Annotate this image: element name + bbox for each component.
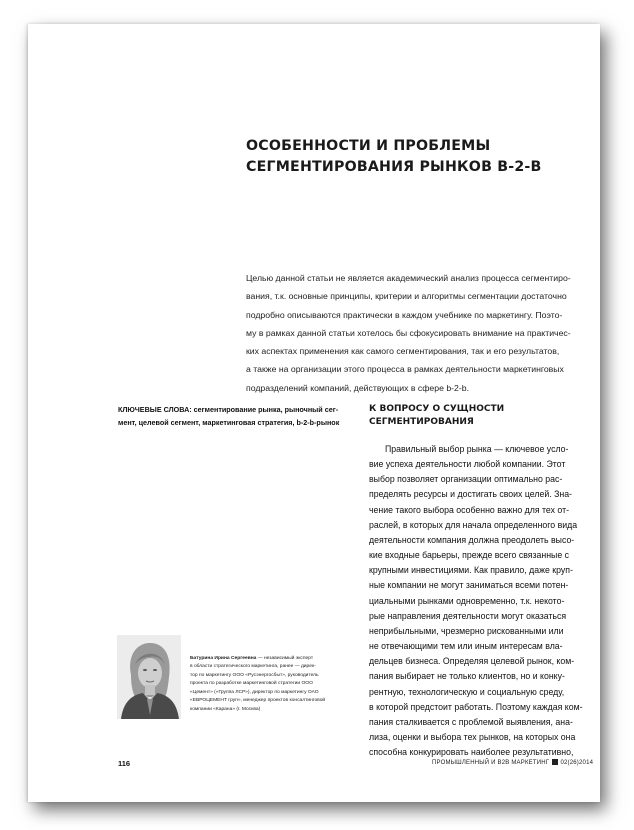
body-line: рентную, технологическую и социальную среду, bbox=[369, 686, 565, 697]
lead-line: му в рамках данной статьи хотелось бы сфокусировать внимание на практичес- bbox=[246, 327, 571, 338]
keywords-line bbox=[118, 417, 360, 430]
body-line: пания сталкивается с проблемой выявления, ана- bbox=[369, 716, 573, 727]
keywords-block bbox=[118, 404, 360, 429]
keywords-line bbox=[118, 404, 360, 417]
body-line: вие успеха деятельности любой компании. Этот bbox=[369, 459, 566, 470]
author-bio bbox=[190, 655, 360, 714]
journal-footer bbox=[432, 759, 593, 766]
bio-line: тор по маркетингу ООО «Русэнергосбыт», руководитель bbox=[190, 672, 319, 678]
body-column bbox=[369, 442, 619, 760]
page-number: 116 bbox=[118, 759, 131, 768]
bio-line: в области стратегического маркетинга, ранее — дирек- bbox=[190, 664, 316, 670]
bio-line: компании «Карана» (г. Москва) bbox=[190, 706, 261, 712]
section-heading-line: СЕГМЕНТИРОВАНИЯ bbox=[369, 416, 474, 427]
body-line: чение такого выбора особенно важно для тех от- bbox=[369, 504, 569, 515]
journal-name: ПРОМЫШЛЕННЫЙ И B2B МАРКЕТИНГ bbox=[432, 760, 550, 766]
keywords-text: мент, целевой сегмент, маркетинговая стратегия, b-2-b-рынок bbox=[118, 417, 340, 427]
article-title bbox=[246, 136, 542, 178]
body-line: пределять ресурсы и достигать своих целей. Зна- bbox=[369, 489, 572, 500]
body-line: циальными рынками одновременно, т.к. некото- bbox=[369, 595, 565, 606]
square-bullet-icon bbox=[552, 759, 558, 765]
title-line: СЕГМЕНТИРОВАНИЯ РЫНКОВ B-2-B bbox=[246, 159, 542, 175]
body-line: раслей, в которых для начала определенного вида bbox=[369, 519, 578, 530]
body-line: выбор позволяет организации оптимально рас- bbox=[369, 474, 563, 485]
body-line: кие входные барьеры, прежде всего связанные с bbox=[369, 550, 570, 561]
section-heading bbox=[369, 403, 504, 428]
author-portrait-image bbox=[117, 635, 181, 719]
body-line: неприбыльными, чрезмерно рискованными или bbox=[369, 625, 564, 636]
body-line: Правильный выбор рынка — ключевое усло- bbox=[385, 444, 569, 454]
lead-line: ких аспектах применения как самого сегментирования, так и его результатов, bbox=[246, 346, 560, 357]
bio-line: «Цемент» («Группа ЛСР»), директор по маркетингу ОАО bbox=[190, 689, 319, 695]
bio-line: «ЕВРОЦЕМЕНТ груп», менеджер проектов консалтинговой bbox=[190, 698, 326, 704]
body-line: крупными инвестициями. Как правило, даже круп- bbox=[369, 565, 573, 576]
body-line: рые направления деятельности могут оказаться bbox=[369, 610, 567, 621]
title-line: ОСОБЕННОСТИ И ПРОБЛЕМЫ bbox=[246, 138, 491, 154]
lead-line: Целью данной статьи не является академический анализ процесса сегментиро- bbox=[246, 273, 571, 283]
body-line: деятельности компания должна преодолеть высо- bbox=[369, 534, 575, 545]
lead-paragraph bbox=[246, 269, 616, 397]
lead-line: подробно описываются практически в каждом учебнике по маркетингу. Поэто- bbox=[246, 309, 563, 320]
body-line: в которой предстоит работать. Поэтому каждая ком- bbox=[369, 701, 583, 712]
body-line: ные компании не могут заниматься всеми потен- bbox=[369, 580, 569, 591]
author-name: Батурина Ирина Сергеевна bbox=[190, 656, 257, 661]
body-line: способна конкурировать наиболее результативно, bbox=[369, 747, 574, 758]
author-photo bbox=[117, 635, 181, 719]
lead-line: а также на организации этого процесса в рамках деятельности маркетинговых bbox=[246, 364, 564, 375]
keywords-label: КЛЮЧЕВЫЕ СЛОВА: bbox=[118, 405, 192, 414]
body-line: пания выбирает не только клиентов, но и конку- bbox=[369, 671, 565, 682]
body-line: дельцев бизнеса. Определяя целевой рынок, ком- bbox=[369, 656, 575, 667]
lead-line: подразделений компаний, действующих в сфере b-2-b. bbox=[246, 382, 470, 393]
bio-line bbox=[190, 655, 360, 663]
lead-line: вания, т.к. основные принципы, критерии и алгоритмы сегментации достаточно bbox=[246, 291, 567, 302]
body-line: не отвечающими тем или иным интересам вла- bbox=[369, 641, 563, 652]
bio-line: проекта по разработке маркетинговой стратегии ООО bbox=[190, 681, 313, 687]
section-heading-line: К ВОПРОСУ О СУЩНОСТИ bbox=[369, 404, 505, 414]
bio-text: — независимый эксперт bbox=[256, 656, 314, 661]
page-sheet bbox=[28, 24, 600, 802]
body-line: лиза, оценки и выбора тех рынков, на которых она bbox=[369, 731, 576, 742]
journal-issue: 02(26)2014 bbox=[560, 760, 594, 766]
keywords-text: сегментирование рынка, рыночный сег- bbox=[191, 405, 339, 414]
